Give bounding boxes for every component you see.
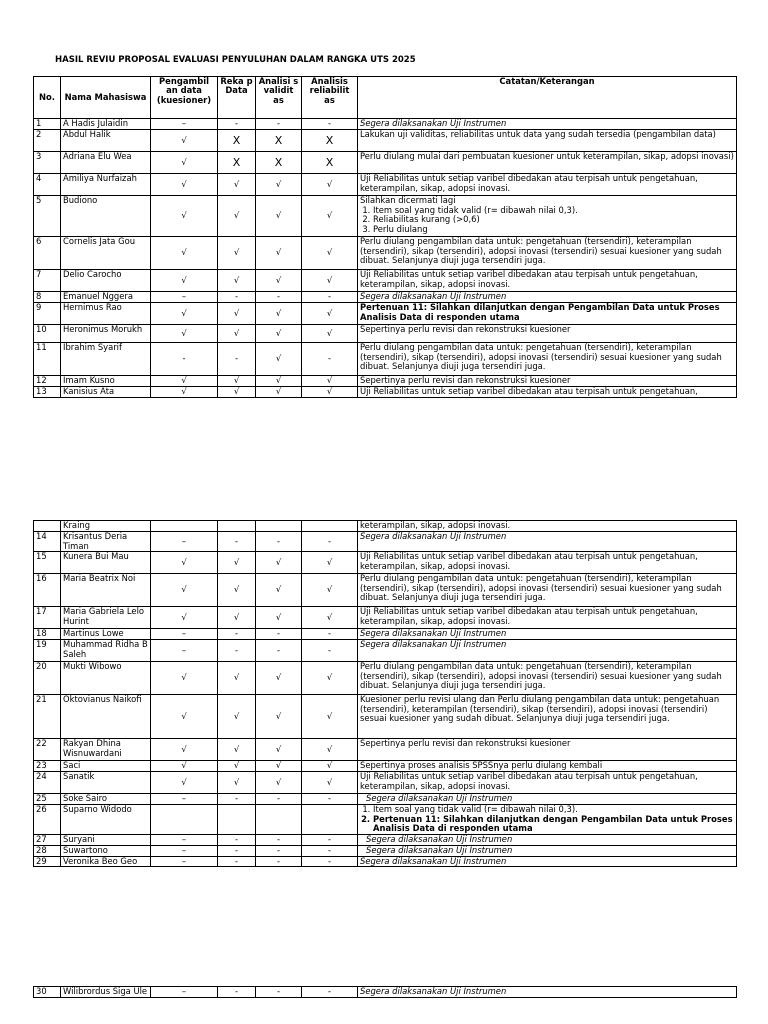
row-number: 19 bbox=[34, 640, 61, 662]
table-row bbox=[34, 387, 737, 398]
row-number: 7 bbox=[34, 270, 61, 292]
pengambilan-status: √ bbox=[151, 376, 218, 387]
reliabilitas-status: √ bbox=[302, 695, 358, 739]
row-number: 12 bbox=[34, 376, 61, 387]
row-number: 20 bbox=[34, 662, 61, 695]
rekap-status: - bbox=[218, 856, 256, 867]
validitas-status: √ bbox=[256, 174, 302, 196]
student-name: Heronimus Morukh bbox=[61, 325, 151, 343]
note-cell bbox=[358, 343, 737, 376]
note-cell bbox=[358, 521, 737, 532]
student-name: Abdul Halik bbox=[61, 130, 151, 152]
table-row bbox=[34, 303, 737, 325]
rekap-status: √ bbox=[218, 237, 256, 270]
note-text: Sepertinya perlu revisi dan rekonstruksi kuesioner bbox=[360, 324, 571, 334]
reliabilitas-status: - bbox=[302, 834, 358, 845]
student-name: Amiliya Nurfaizah bbox=[61, 174, 151, 196]
pengambilan-status: - bbox=[151, 343, 218, 376]
pengambilan-status: √ bbox=[151, 325, 218, 343]
reliabilitas-status: √ bbox=[302, 387, 358, 398]
table-row bbox=[34, 532, 737, 552]
header-validitas: Analisi s validit as bbox=[256, 77, 302, 119]
reliabilitas-status: - bbox=[302, 119, 358, 130]
pengambilan-status: – bbox=[151, 794, 218, 805]
rekap-status: - bbox=[218, 629, 256, 640]
rekap-status: √ bbox=[218, 772, 256, 794]
student-name: Budiono bbox=[61, 196, 151, 237]
row-number: 4 bbox=[34, 174, 61, 196]
row-number: 21 bbox=[34, 695, 61, 739]
note-cell bbox=[358, 834, 737, 845]
note-text: Segera dilaksanakan Uji Instrumen bbox=[366, 834, 513, 844]
table-row bbox=[34, 174, 737, 196]
student-name: Soke Sairo bbox=[61, 794, 151, 805]
pengambilan-status: √ bbox=[151, 237, 218, 270]
note-text: Lakukan uji validitas, reliabilitas untuk data yang sudah tersedia (pengambilan data) bbox=[360, 129, 716, 139]
row-number: 26 bbox=[34, 805, 61, 835]
reliabilitas-status: X bbox=[302, 152, 358, 174]
validitas-status: - bbox=[256, 532, 302, 552]
row-number: 8 bbox=[34, 292, 61, 303]
note-list-item: 1. Item soal yang tidak valid (r= dibawah nilai 0,3). bbox=[373, 805, 734, 815]
note-cell bbox=[358, 607, 737, 629]
note-list-item: 2. Pertenuan 11: Silahkan dilanjutkan dengan Pengambilan Data untuk Proses Analisis Data di responden utama bbox=[373, 815, 734, 834]
table-row bbox=[34, 739, 737, 761]
note-text: Segera dilaksanakan Uji Instrumen bbox=[360, 118, 507, 128]
pengambilan-status: √ bbox=[151, 695, 218, 739]
note-text: Perlu diulang mulai dari pembuatan kuesioner untuk keterampilan, sikap, adopsi inovasi) bbox=[360, 151, 734, 161]
student-name: Emanuel Nggera bbox=[61, 292, 151, 303]
row-number: 6 bbox=[34, 237, 61, 270]
rekap-status: √ bbox=[218, 196, 256, 237]
student-name: Adriana Elu Wea bbox=[61, 152, 151, 174]
student-name: Krisantus Deria Timan bbox=[61, 532, 151, 552]
student-name: Kunera Bui Mau bbox=[61, 552, 151, 574]
student-name: Martinus Lowe bbox=[61, 629, 151, 640]
validitas-status: - bbox=[256, 987, 302, 998]
pengambilan-status: – bbox=[151, 532, 218, 552]
pengambilan-status: – bbox=[151, 292, 218, 303]
rekap-status: - bbox=[218, 640, 256, 662]
student-name: Muhammad Ridha B Saleh bbox=[61, 640, 151, 662]
reliabilitas-status: √ bbox=[302, 303, 358, 325]
row-number: 13 bbox=[34, 387, 61, 398]
student-name: Suwartono bbox=[61, 845, 151, 856]
pengambilan-status: √ bbox=[151, 303, 218, 325]
student-name: Oktovianus Naikofi bbox=[61, 695, 151, 739]
review-table-page-1 bbox=[33, 76, 737, 398]
reliabilitas-status: - bbox=[302, 856, 358, 867]
reliabilitas-status: - bbox=[302, 987, 358, 998]
student-name: Mukti Wibowo bbox=[61, 662, 151, 695]
student-name: Maria Gabriela Lelo Hurint bbox=[61, 607, 151, 629]
reliabilitas-status: √ bbox=[302, 761, 358, 772]
pengambilan-status: √ bbox=[151, 270, 218, 292]
table-row bbox=[34, 152, 737, 174]
reliabilitas-status bbox=[302, 805, 358, 835]
note-cell bbox=[358, 387, 737, 398]
validitas-status: √ bbox=[256, 761, 302, 772]
note-text: Uji Reliabilitas untuk setiap varibel dibedakan atau terpisah untuk pengetahuan, keterampilan, sikap, adopsi inovasi. bbox=[360, 771, 698, 791]
row-number: 23 bbox=[34, 761, 61, 772]
reliabilitas-status: - bbox=[302, 343, 358, 376]
table-row bbox=[34, 521, 737, 532]
rekap-status: - bbox=[218, 532, 256, 552]
reliabilitas-status bbox=[302, 521, 358, 532]
student-name: Rakyan Dhina Wisnuwardani bbox=[61, 739, 151, 761]
table-row bbox=[34, 772, 737, 794]
table-row bbox=[34, 607, 737, 629]
reliabilitas-status: √ bbox=[302, 174, 358, 196]
header-reliabilitas: Analisis reliabilit as bbox=[302, 77, 358, 119]
reliabilitas-status: X bbox=[302, 130, 358, 152]
note-cell bbox=[358, 794, 737, 805]
table-row bbox=[34, 662, 737, 695]
rekap-status: √ bbox=[218, 174, 256, 196]
rekap-status: √ bbox=[218, 695, 256, 739]
table-row bbox=[34, 343, 737, 376]
note-cell bbox=[358, 532, 737, 552]
note-text: Perlu diulang pengambilan data untuk: pengetahuan (tersendiri), keterampilan (tersendiri), sikap (tersendiri), adopsi inovasi (tersendiri) sesuai kuesioner yang sudah dibuat. Selanjunya diuji juga tersendiri juga. bbox=[360, 661, 722, 690]
rekap-status: - bbox=[218, 292, 256, 303]
note-cell bbox=[358, 376, 737, 387]
rekap-status: √ bbox=[218, 387, 256, 398]
note-cell bbox=[358, 303, 737, 325]
rekap-status: √ bbox=[218, 739, 256, 761]
rekap-status: - bbox=[218, 845, 256, 856]
note-list bbox=[360, 206, 734, 235]
validitas-status: - bbox=[256, 640, 302, 662]
row-number: 1 bbox=[34, 119, 61, 130]
validitas-status: - bbox=[256, 856, 302, 867]
pengambilan-status: – bbox=[151, 640, 218, 662]
rekap-status: X bbox=[218, 130, 256, 152]
rekap-status: √ bbox=[218, 270, 256, 292]
reliabilitas-status: √ bbox=[302, 739, 358, 761]
pengambilan-status: √ bbox=[151, 130, 218, 152]
pengambilan-status: – bbox=[151, 987, 218, 998]
pengambilan-status bbox=[151, 521, 218, 532]
row-number: 10 bbox=[34, 325, 61, 343]
rekap-status: √ bbox=[218, 761, 256, 772]
header-nama: Nama Mahasiswa bbox=[61, 77, 151, 119]
reliabilitas-status: - bbox=[302, 845, 358, 856]
student-name: Suryani bbox=[61, 834, 151, 845]
note-cell bbox=[358, 987, 737, 998]
note-cell bbox=[358, 552, 737, 574]
validitas-status: √ bbox=[256, 662, 302, 695]
reliabilitas-status: √ bbox=[302, 376, 358, 387]
note-text: Segera dilaksanakan Uji Instrumen bbox=[360, 856, 507, 866]
rekap-status: - bbox=[218, 834, 256, 845]
validitas-status: √ bbox=[256, 695, 302, 739]
table-row bbox=[34, 987, 737, 998]
validitas-status: √ bbox=[256, 325, 302, 343]
reliabilitas-status: - bbox=[302, 640, 358, 662]
student-name: Cornelis Jata Gou bbox=[61, 237, 151, 270]
validitas-status: √ bbox=[256, 552, 302, 574]
note-text: Sepertinya perlu revisi dan rekonstruksi kuesioner bbox=[360, 738, 571, 748]
student-name: Wilibrordus Siga Ule bbox=[61, 987, 151, 998]
table-row bbox=[34, 325, 737, 343]
reliabilitas-status: √ bbox=[302, 237, 358, 270]
validitas-status: √ bbox=[256, 772, 302, 794]
note-text: Perlu diulang pengambilan data untuk: pengetahuan (tersendiri), keterampilan (tersendiri), sikap (tersendiri), adopsi inovasi (tersendiri) sesuai kuesioner yang sudah dibuat. Selanjunya diuji juga tersendiri juga. bbox=[360, 573, 722, 602]
pengambilan-status bbox=[151, 805, 218, 835]
note-list-item: 2. Reliabilitas kurang (>0,6) bbox=[373, 215, 734, 225]
table-row bbox=[34, 834, 737, 845]
note-text: Perlu diulang pengambilan data untuk: pengetahuan (tersendiri), keterampilan (tersendiri), sikap (tersendiri), adopsi inovasi (tersendiri) sesuai kuesioner yang sudah dibuat. Selanjunya diuji juga tersendiri juga. bbox=[360, 236, 722, 265]
validitas-status: √ bbox=[256, 303, 302, 325]
note-cell bbox=[358, 292, 737, 303]
note-cell bbox=[358, 270, 737, 292]
table-row bbox=[34, 845, 737, 856]
note-text: Uji Reliabilitas untuk setiap varibel dibedakan atau terpisah untuk pengetahuan, keterampilan, sikap, adopsi inovasi. bbox=[360, 173, 698, 193]
note-cell bbox=[358, 152, 737, 174]
reliabilitas-status: - bbox=[302, 629, 358, 640]
note-cell bbox=[358, 130, 737, 152]
pengambilan-status: – bbox=[151, 845, 218, 856]
note-list bbox=[360, 805, 734, 834]
pengambilan-status: √ bbox=[151, 739, 218, 761]
note-cell bbox=[358, 237, 737, 270]
reliabilitas-status: √ bbox=[302, 607, 358, 629]
row-number: 29 bbox=[34, 856, 61, 867]
header-no: No. bbox=[34, 77, 61, 119]
row-number: 15 bbox=[34, 552, 61, 574]
validitas-status: - bbox=[256, 119, 302, 130]
rekap-status bbox=[218, 521, 256, 532]
rekap-status bbox=[218, 805, 256, 835]
note-text: Silahkan dicermati lagi bbox=[360, 195, 456, 205]
reliabilitas-status: √ bbox=[302, 325, 358, 343]
rekap-status: - bbox=[218, 119, 256, 130]
note-text: Segera dilaksanakan Uji Instrumen bbox=[360, 291, 507, 301]
table-row bbox=[34, 237, 737, 270]
row-number: 3 bbox=[34, 152, 61, 174]
row-number: 5 bbox=[34, 196, 61, 237]
row-number: 18 bbox=[34, 629, 61, 640]
pengambilan-status: √ bbox=[151, 196, 218, 237]
note-cell bbox=[358, 574, 737, 607]
student-name: Kraing bbox=[61, 521, 151, 532]
note-text: Segera dilaksanakan Uji Instrumen bbox=[366, 845, 513, 855]
reliabilitas-status: √ bbox=[302, 772, 358, 794]
validitas-status: √ bbox=[256, 739, 302, 761]
note-cell bbox=[358, 772, 737, 794]
validitas-status: - bbox=[256, 629, 302, 640]
reliabilitas-status: √ bbox=[302, 196, 358, 237]
student-name: Hernimus Rao bbox=[61, 303, 151, 325]
validitas-status: √ bbox=[256, 270, 302, 292]
note-text: Uji Reliabilitas untuk setiap varibel dibedakan atau terpisah untuk pengetahuan, bbox=[360, 386, 698, 396]
document-title: HASIL REVIU PROPOSAL EVALUASI PENYULUHAN DALAM RANGKA UTS 2025 bbox=[55, 55, 416, 65]
note-cell bbox=[358, 761, 737, 772]
validitas-status: - bbox=[256, 845, 302, 856]
pengambilan-status: √ bbox=[151, 552, 218, 574]
table-row bbox=[34, 270, 737, 292]
row-number: 14 bbox=[34, 532, 61, 552]
validitas-status: √ bbox=[256, 343, 302, 376]
header-catatan: Catatan/Keterangan bbox=[358, 77, 737, 119]
table-row bbox=[34, 292, 737, 303]
note-text: keterampilan, sikap, adopsi inovasi. bbox=[360, 520, 511, 530]
reliabilitas-status: √ bbox=[302, 270, 358, 292]
note-text: Sepertinya perlu revisi dan rekonstruksi kuesioner bbox=[360, 375, 571, 385]
note-text: Segera dilaksanakan Uji Instrumen bbox=[360, 986, 507, 996]
student-name: Ibrahim Syarif bbox=[61, 343, 151, 376]
rekap-status: √ bbox=[218, 607, 256, 629]
rekap-status: √ bbox=[218, 552, 256, 574]
validitas-status: √ bbox=[256, 376, 302, 387]
validitas-status bbox=[256, 805, 302, 835]
note-cell bbox=[358, 119, 737, 130]
header-rekap: Reka p Data bbox=[218, 77, 256, 119]
rekap-status: - bbox=[218, 987, 256, 998]
table-row bbox=[34, 552, 737, 574]
rekap-status: √ bbox=[218, 303, 256, 325]
row-number: 9 bbox=[34, 303, 61, 325]
table-row bbox=[34, 761, 737, 772]
validitas-status bbox=[256, 521, 302, 532]
row-number: 28 bbox=[34, 845, 61, 856]
validitas-status: - bbox=[256, 794, 302, 805]
note-text: Uji Reliabilitas untuk setiap varibel dibedakan atau terpisah untuk pengetahuan, keterampilan, sikap, adopsi inovasi. bbox=[360, 551, 698, 571]
note-cell bbox=[358, 629, 737, 640]
note-text: Segera dilaksanakan Uji Instrumen bbox=[360, 531, 507, 541]
review-table-page-2 bbox=[33, 520, 737, 867]
student-name: Maria Beatrix Noi bbox=[61, 574, 151, 607]
rekap-status: - bbox=[218, 794, 256, 805]
note-cell bbox=[358, 325, 737, 343]
row-number: 22 bbox=[34, 739, 61, 761]
validitas-status: X bbox=[256, 130, 302, 152]
reliabilitas-status: √ bbox=[302, 662, 358, 695]
pengambilan-status: – bbox=[151, 834, 218, 845]
row-number: 25 bbox=[34, 794, 61, 805]
student-name: Imam Kusno bbox=[61, 376, 151, 387]
row-number: 16 bbox=[34, 574, 61, 607]
student-name: Saci bbox=[61, 761, 151, 772]
validitas-status: √ bbox=[256, 607, 302, 629]
table-row bbox=[34, 805, 737, 835]
table-row bbox=[34, 119, 737, 130]
pengambilan-status: – bbox=[151, 629, 218, 640]
validitas-status: √ bbox=[256, 237, 302, 270]
student-name: Delio Carocho bbox=[61, 270, 151, 292]
note-list-item: 1. Item soal yang tidak valid (r= dibawah nilai 0,3). bbox=[373, 206, 734, 216]
row-number: 30 bbox=[34, 987, 61, 998]
row-number bbox=[34, 521, 61, 532]
table-row bbox=[34, 574, 737, 607]
reliabilitas-status: √ bbox=[302, 552, 358, 574]
validitas-status: - bbox=[256, 292, 302, 303]
note-text: Perlu diulang pengambilan data untuk: pengetahuan (tersendiri), keterampilan (tersendiri), sikap (tersendiri), adopsi inovasi (tersendiri) sesuai kuesioner yang sudah dibuat. Selanjunya diuji juga tersendiri juga. bbox=[360, 342, 722, 371]
note-text: Sepertinya proses analisis SPSSnya perlu diulang kembali bbox=[360, 760, 603, 770]
table-row bbox=[34, 376, 737, 387]
pengambilan-status: √ bbox=[151, 607, 218, 629]
validitas-status: - bbox=[256, 834, 302, 845]
table-row bbox=[34, 196, 737, 237]
pengambilan-status: √ bbox=[151, 174, 218, 196]
table-row bbox=[34, 695, 737, 739]
note-cell bbox=[358, 739, 737, 761]
note-cell bbox=[358, 662, 737, 695]
note-cell bbox=[358, 845, 737, 856]
note-text: Uji Reliabilitas untuk setiap varibel dibedakan atau terpisah untuk pengetahuan, keterampilan, sikap, adopsi inovasi. bbox=[360, 269, 698, 289]
validitas-status: X bbox=[256, 152, 302, 174]
row-number: 11 bbox=[34, 343, 61, 376]
note-text: Uji Reliabilitas untuk setiap varibel dibedakan atau terpisah untuk pengetahuan, keterampilan, sikap, adopsi inovasi. bbox=[360, 606, 698, 626]
note-cell bbox=[358, 174, 737, 196]
row-number: 27 bbox=[34, 834, 61, 845]
student-name: Suparno Widodo bbox=[61, 805, 151, 835]
table-row bbox=[34, 856, 737, 867]
rekap-status: √ bbox=[218, 325, 256, 343]
table-row bbox=[34, 640, 737, 662]
note-text: Segera dilaksanakan Uji Instrumen bbox=[360, 639, 507, 649]
rekap-status: √ bbox=[218, 574, 256, 607]
table-row bbox=[34, 629, 737, 640]
rekap-status: √ bbox=[218, 662, 256, 695]
note-list-item: 3. Perlu diulang bbox=[373, 225, 734, 235]
note-cell bbox=[358, 856, 737, 867]
note-text: Pertenuan 11: Silahkan dilanjutkan dengan Pengambilan Data untuk Proses Analisis Data di responden utama bbox=[360, 302, 720, 322]
pengambilan-status: √ bbox=[151, 772, 218, 794]
validitas-status: √ bbox=[256, 196, 302, 237]
table-row bbox=[34, 130, 737, 152]
note-text: Segera dilaksanakan Uji Instrumen bbox=[360, 628, 507, 638]
pengambilan-status: √ bbox=[151, 662, 218, 695]
student-name: Veronika Beo Geo bbox=[61, 856, 151, 867]
note-cell bbox=[358, 695, 737, 739]
rekap-status: √ bbox=[218, 376, 256, 387]
reliabilitas-status: √ bbox=[302, 574, 358, 607]
reliabilitas-status: - bbox=[302, 794, 358, 805]
note-cell bbox=[358, 640, 737, 662]
rekap-status: - bbox=[218, 343, 256, 376]
validitas-status: √ bbox=[256, 387, 302, 398]
pengambilan-status: √ bbox=[151, 574, 218, 607]
pengambilan-status: √ bbox=[151, 761, 218, 772]
header-pengambilan: Pengambil an data (kuesioner) bbox=[151, 77, 218, 119]
pengambilan-status: √ bbox=[151, 152, 218, 174]
row-number: 2 bbox=[34, 130, 61, 152]
row-number: 24 bbox=[34, 772, 61, 794]
row-number: 17 bbox=[34, 607, 61, 629]
note-cell bbox=[358, 196, 737, 237]
student-name: A Hadis Julaidin bbox=[61, 119, 151, 130]
student-name: Sanatik bbox=[61, 772, 151, 794]
note-text: Segera dilaksanakan Uji Instrumen bbox=[366, 793, 513, 803]
note-text: Kuesioner perlu revisi ulang dan Perlu diulang pengambilan data untuk: pengetahuan (tersendiri), keterampilan (tersendiri), sikap (tersendiri), adopsi inovasi (tersendiri) sesuai kuesioner yang sudah dibuat. Selanjunya diuji juga tersendiri juga. bbox=[360, 694, 720, 723]
reliabilitas-status: - bbox=[302, 292, 358, 303]
rekap-status: X bbox=[218, 152, 256, 174]
table-row bbox=[34, 794, 737, 805]
reliabilitas-status: - bbox=[302, 532, 358, 552]
pengambilan-status: – bbox=[151, 856, 218, 867]
student-name: Kanisius Ata bbox=[61, 387, 151, 398]
validitas-status: √ bbox=[256, 574, 302, 607]
note-cell bbox=[358, 805, 737, 835]
review-table-page-3 bbox=[33, 986, 737, 998]
pengambilan-status: – bbox=[151, 119, 218, 130]
pengambilan-status: √ bbox=[151, 387, 218, 398]
